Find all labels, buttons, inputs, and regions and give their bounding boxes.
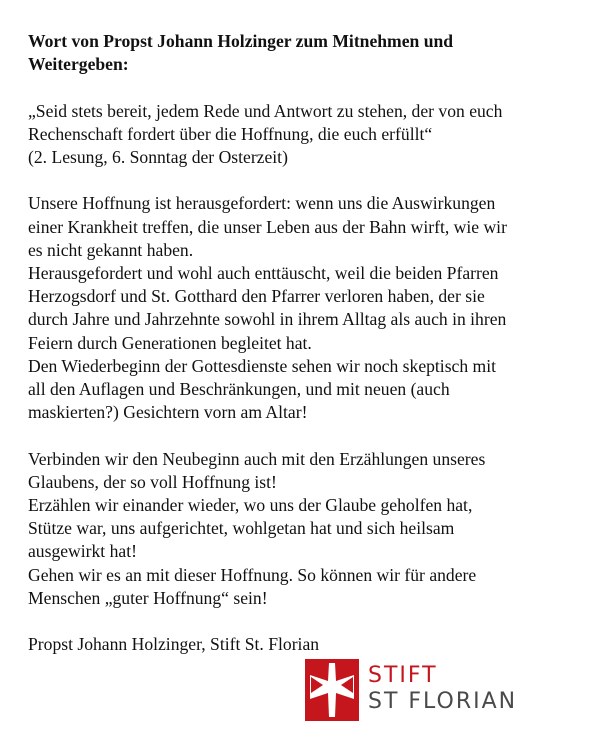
quote-line: Rechenschaft fordert über die Hoffnung, die euch erfüllt“: [28, 123, 433, 144]
paragraph-line: Den Wiederbeginn der Gottesdienste sehen wir noch skeptisch mit: [28, 355, 497, 376]
document-body: [28, 30, 588, 656]
paragraph-line: Gehen wir es an mit dieser Hoffnung. So können wir für andere: [28, 564, 477, 585]
spacer: [28, 424, 588, 447]
quote-source: (2. Lesung, 6. Sonntag der Osterzeit): [28, 147, 288, 167]
paragraph-2: [28, 448, 588, 610]
quote-line: „Seid stets bereit, jedem Rede und Antwort zu stehen, der von euch: [28, 100, 503, 121]
logo-text-stift: STIFT: [368, 663, 438, 688]
paragraph-line: Glaubens, der so voll Hoffnung ist!: [28, 471, 277, 492]
paragraph-line: Menschen „guter Hoffnung“ sein!: [28, 587, 268, 608]
red-cross-emblem-icon: [305, 659, 359, 721]
paragraph-line: all den Auflagen und Beschränkungen, und mit neuen (auch: [28, 379, 450, 400]
paragraph-line: Herausgefordert und wohl auch enttäuscht, weil die beiden Pfarren: [28, 263, 499, 283]
title-line: Wort von Propst Johann Holzinger zum Mitnehmen und: [28, 31, 454, 51]
quote-block: [28, 100, 588, 170]
paragraph-line: durch Jahre und Jahrzehnte sowohl in ihrem Alltag als auch in ihren: [28, 309, 507, 330]
paragraph-line: Verbinden wir den Neubeginn auch mit den Erzählungen unseres: [28, 448, 486, 469]
document-title: [28, 30, 588, 76]
spacer: [28, 610, 588, 633]
paragraph-1: [28, 192, 588, 424]
logo-text-st-florian: ST FLORIAN: [368, 689, 518, 714]
spacer: [28, 169, 588, 192]
signature: Propst Johann Holzinger, Stift St. Florian: [28, 634, 320, 655]
paragraph-line: Herzogsdorf und St. Gotthard den Pfarrer verloren haben, der sie: [28, 286, 485, 307]
paragraph-line: maskierten?) Gesichtern vorn am Altar!: [28, 402, 308, 423]
paragraph-line: Stütze war, uns aufgerichtet, wohlgetan hat und sich heilsam: [28, 518, 455, 539]
spacer: [28, 76, 588, 99]
title-line: Weitergeben:: [28, 54, 129, 75]
paragraph-line: ausgewirkt hat!: [28, 541, 137, 562]
paragraph-line: Erzählen wir einander wieder, wo uns der Glaube geholfen hat,: [28, 495, 473, 516]
stift-st-florian-logo: [305, 659, 525, 723]
paragraph-line: Unsere Hoffnung ist herausgefordert: wenn uns die Auswirkungen: [28, 193, 496, 214]
paragraph-line: einer Krankheit treffen, die unser Leben aus der Bahn wirft, wie wir: [28, 216, 507, 237]
paragraph-line: es nicht gekannt haben.: [28, 239, 194, 260]
paragraph-line: Feiern durch Generationen begleitet hat.: [28, 332, 312, 353]
